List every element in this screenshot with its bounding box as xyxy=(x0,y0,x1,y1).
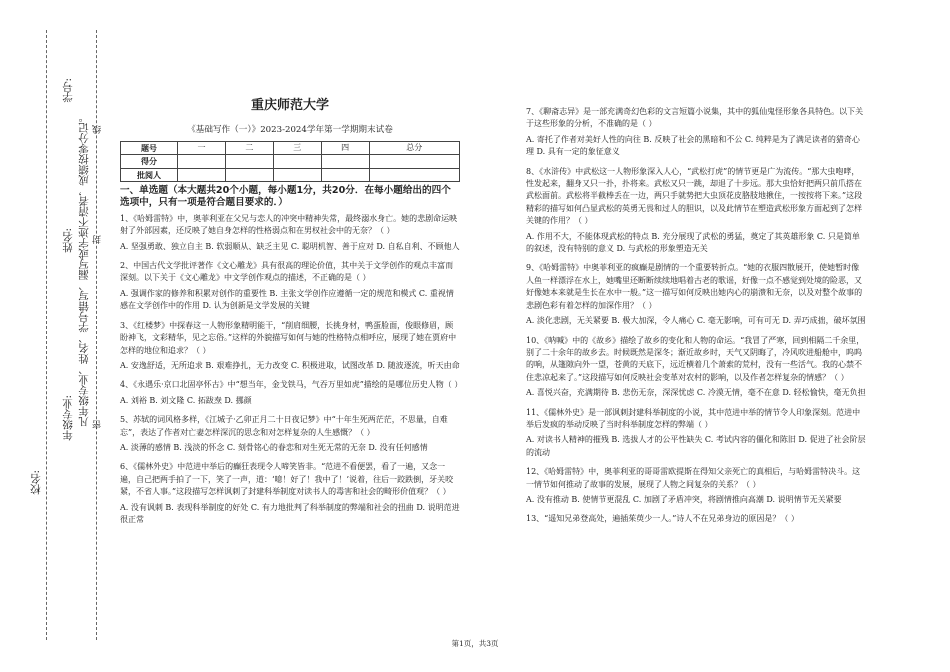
question-options: A. 对读书人精神的摧残 B. 选拔人才的公平性缺失 C. 考试内容的僵化和陈旧 D. 促进了社会阶层的流动 xyxy=(526,435,866,457)
question-3 xyxy=(120,320,460,373)
score-cell[interactable] xyxy=(225,168,273,181)
question-stem: 11、《儒林外史》是一部讽刺封建科举制度的小说，其中范进中举的情节令人印象深刻。范进中举后发疯的举动反映了当时科举制度怎样的弊端（ ） xyxy=(526,407,861,429)
row-label: 批阅人 xyxy=(121,168,178,181)
column-header: 三 xyxy=(273,141,321,154)
score-cell[interactable] xyxy=(321,155,369,168)
column-header: 二 xyxy=(225,141,273,154)
question-options: A. 刘裕 B. 刘文隆 C. 拓跋焘 D. 挪颜 xyxy=(120,395,252,405)
score-cell[interactable] xyxy=(178,155,226,168)
score-cell[interactable] xyxy=(178,168,226,181)
question-options: A. 没有讽刺 B. 表现科举制度的好处 C. 有力地批判了科举制度的弊端和社会的扭曲 D. 说明范进很正常 xyxy=(120,502,460,524)
question-stem: 9、《哈姆雷特》中奥菲利亚的疯癫是剧情的一个重要转折点。“她的衣服四散展开，使她暂时像人鱼一样漂浮在水上，她嘴里还断断续续地唱着古老的歌谣，好像一点不感觉到处境的险恶，又好像她本来就是生长在水中一般。”这一描写如何反映出她内心的崩溃和无奈，以及对整个故事的悲剧色彩有着怎样的加深作用？（ ） xyxy=(526,263,863,310)
question-13 xyxy=(526,513,866,525)
question-stem: 3、《红楼梦》中探春这一人物形象精明能干，“削肩细腰，长挑身材，鸭蛋脸面，俊眼修眉，顾盼神飞，文彩精华，见之忘俗。”这样的外貌描写如何与她的性格特点相呼应，展现了她在贾府中怎样的地位和追求？（ ） xyxy=(120,320,457,355)
exam-title: 《基础写作（一）》2023-2024学年第一学期期末试卷 xyxy=(187,125,393,136)
class-label: 年级专业: xyxy=(62,395,74,441)
score-table-header-row xyxy=(121,141,460,154)
score-table-row xyxy=(121,168,460,181)
binding-warning: 凡年级专业、姓名、学号错写、漏写或字迹不清者，成绩按零分记。 xyxy=(78,112,90,427)
question-options: A. 寄托了作者对美好人性的向往 B. 反映了社会的黑暗和不公 C. 纯粹是为了满足读者的猎奇心理 D. 具有一定的象征意义 xyxy=(526,134,860,157)
question-5 xyxy=(120,414,460,454)
question-stem: 8、《水浒传》中武松这一人物形象深入人心，“武松打虎”的情节更是广为流传。“那大虫咆哮，性发起来，翻身又只一扑，扑将来。武松又只一跳，却退了十步远。那大虫恰好把两只前爪搭在武松面前。武松将半截棒丢在一边，两只手就势把大虫顶花皮胳肢地揪住，一按按将下来。”这段精彩的描写如何凸显武松的英勇无畏和过人的胆识，以及此情节在塑造武松形象方面起到了怎样关键的作用？（ ） xyxy=(526,166,863,226)
question-12 xyxy=(526,466,866,506)
university-title: 重庆师范大学 xyxy=(250,98,329,113)
question-options: A. 强调作家的修养和积累对创作的重要性 B. 主张文学创作应遵循一定的规范和模式 C. 重视情感在文学创作中的作用 D. 认为创新是文学发展的关键 xyxy=(120,288,454,311)
question-options: A. 没有推动 B. 使情节更混乱 C. 加剧了矛盾冲突，将剧情推向高潮 D. 说明情节无关紧要 xyxy=(526,494,842,504)
score-cell[interactable] xyxy=(273,155,321,168)
score-cell[interactable] xyxy=(225,155,273,168)
question-6 xyxy=(120,461,460,526)
question-stem: 2、中国古代文学批评著作《文心雕龙》具有很高的理论价值，其中关于文学创作的观点丰富而深刻。以下关于《文心雕龙》中文学创作观点的描述，不正确的是（ ） xyxy=(120,261,454,283)
seal-word-feng: 封 xyxy=(93,235,103,244)
question-stem: 6、《儒林外史》中范进中举后的癫狂表现令人啼笑皆非。“范进不看便罢，看了一遍，又念一遍，自己把两手拍了一下，笑了一声，道：‘噫！好了！我中了！’说着，往后一跤跌倒，牙关咬紧，不省人事。”这段描写怎样讽刺了封建科举制度对读书人的毒害和社会的畸形价值观？（ ） xyxy=(120,462,454,497)
row-label: 题号 xyxy=(121,141,178,154)
question-10 xyxy=(526,335,866,400)
column-header: 总分 xyxy=(369,141,460,154)
score-cell[interactable] xyxy=(369,155,460,168)
question-2 xyxy=(120,260,460,313)
student-id-label: 学号: xyxy=(62,78,74,103)
question-options: A. 安逸舒适，无所追求 B. 艰难挣扎，无力改变 C. 积极进取，试图改革 D. 随波逐流，听天由命 xyxy=(120,360,460,370)
seal-word-xian: 线 xyxy=(93,125,103,134)
question-4 xyxy=(120,379,463,407)
right-column xyxy=(526,106,866,533)
left-column xyxy=(120,95,463,533)
question-stem: 1、《哈姆雷特》中，奥菲利亚在父兄与恋人的冲突中精神失常，最终溺水身亡。她的悲剧命运映射了外部因素，还反映了她自身怎样的性格弱点和在男权社会中的无奈？（ ） xyxy=(120,213,458,236)
question-stem: 13、“遥知兄弟登高处，遍插茱萸少一人。”诗人不在兄弟身边的原因是？（ ） xyxy=(526,514,799,524)
question-options: A. 淡薄的感情 B. 浅淡的怀念 C. 刻骨铭心的眷恋和对生死无常的无奈 D. 没有任何感情 xyxy=(120,442,428,452)
seal-line-outer xyxy=(46,30,47,640)
question-stem: 5、苏轼的词风格多样，《江城子·乙卯正月二十日夜记梦》中“十年生死两茫茫，不思量，自难忘”，表达了作者对亡妻怎样深沉的思念和对怎样复杂的人生感慨？（ ） xyxy=(120,415,448,437)
question-stem: 10、《呐喊》中的《故乡》描绘了故乡的变化和人物的命运。“我冒了严寒，回到相隔二千余里，别了二十余年的故乡去。时候既然是深冬；渐近故乡时，天气又阴晦了，冷风吹进船舱中，呜呜的响，从篷隙向外一望，苍黄的天底下，远近横着几个萧索的荒村，没有一些活气。我的心禁不住悲凉起来了。”这段描写如何反映社会变革对农村的影响，以及作者怎样复杂的情感？（ ） xyxy=(526,335,865,382)
question-1 xyxy=(120,213,460,253)
question-options: A. 喜悦兴奋，充满期待 B. 悲伤无奈，深深忧虑 C. 冷漠无情，毫不在意 D. 轻松愉快，毫无负担 xyxy=(526,388,866,398)
name-label: 姓名: xyxy=(62,228,74,253)
question-7 xyxy=(526,106,866,159)
question-options: A. 坚强勇敢、独立自主 B. 软弱顺从、缺乏主见 C. 聪明机智、善于应对 D. 自私自利、不顾他人 xyxy=(120,241,460,251)
question-stem: 4、《永遇乐·京口北固亭怀古》中“想当年，金戈铁马，气吞万里如虎”描绘的是哪位历史人物（ ） xyxy=(120,380,463,390)
question-stem: 12、《哈姆雷特》中，奥菲利亚的哥哥雷欧提斯在得知父亲死亡的真相后，与哈姆雷特决斗。这一情节如何推动了故事的发展，展现了人物之间复杂的关系？（ ） xyxy=(526,467,861,489)
page-footer: 第1页，共3页 xyxy=(451,639,499,648)
question-options: A. 作用不大，不能体现武松的特点 B. 充分展现了武松的勇猛，奠定了其英雄形象 C. 只是简单的叙述，没有特别的意义 D. 与武松的形象塑造无关 xyxy=(526,231,860,254)
score-table xyxy=(120,141,460,182)
score-cell[interactable] xyxy=(273,168,321,181)
column-header: 一 xyxy=(178,141,226,154)
score-cell[interactable] xyxy=(369,168,460,181)
section-heading: 一、单选题（本大题共20个小题，每小题1分，共20分．在每小题给出的四个选项中，只有一项是符合题目要求的．） xyxy=(120,185,451,209)
question-stem: 7、《聊斋志异》是一部充满奇幻色彩的文言短篇小说集，其中的狐仙鬼怪形象各具特色。以下关于这些形象的分析，不准确的是（ ） xyxy=(526,107,864,129)
binding-margin xyxy=(0,0,110,672)
score-table-row xyxy=(121,155,460,168)
seal-line-inner xyxy=(96,30,97,640)
column-header: 四 xyxy=(321,141,369,154)
question-options: A. 淡化悲剧，无关紧要 B. 极大加深，令人痛心 C. 毫无影响，可有可无 D. 弄巧成拙，破坏氛围 xyxy=(526,316,866,326)
question-8 xyxy=(526,166,866,256)
question-9 xyxy=(526,262,866,327)
seal-word-mi: 密 xyxy=(93,420,103,429)
score-cell[interactable] xyxy=(321,168,369,181)
school-label: 校名: xyxy=(30,470,42,495)
row-label: 得分 xyxy=(121,155,178,168)
question-11 xyxy=(526,407,866,460)
